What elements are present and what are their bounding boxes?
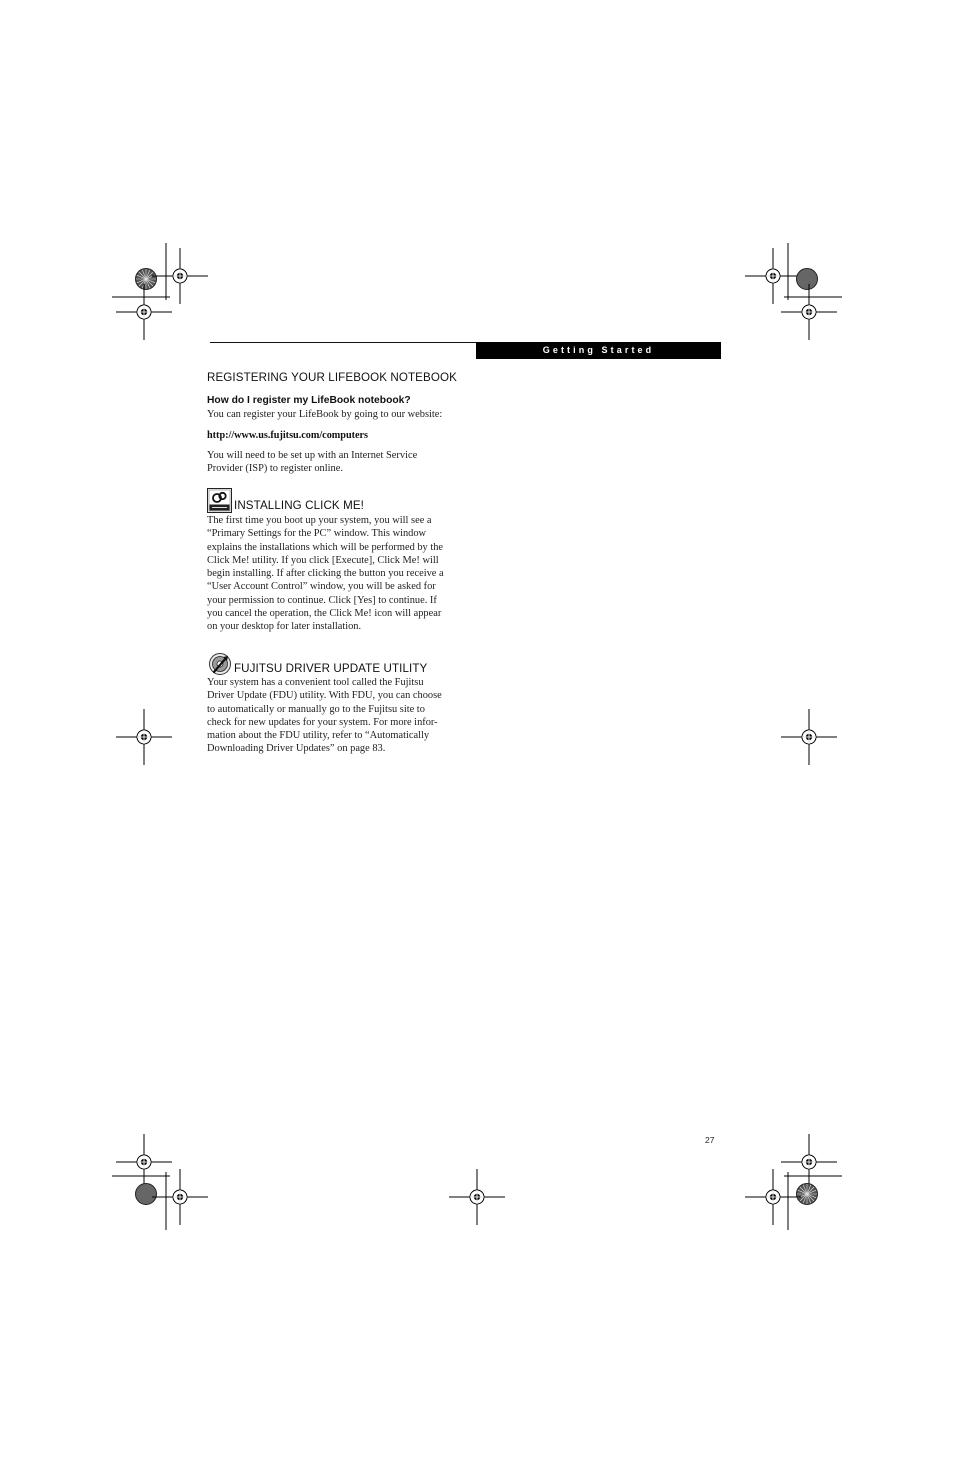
isp-paragraph [207, 449, 455, 476]
section-heading-registering: REGISTERING YOUR LIFEBOOK NOTEBOOK [207, 371, 457, 384]
fujitsu-website-url: http://www.us.fujitsu.com/computers [207, 430, 369, 441]
paragraph-line: Driver Update (FDU) utility. With FDU, you can choose [207, 690, 442, 702]
click-me-paragraph [207, 514, 455, 634]
register-intro: You can register your LifeBook by going to our website: [207, 409, 443, 420]
paragraph-line: You will need to be set up with an Internet Service [207, 450, 418, 461]
click-me-icon [207, 488, 232, 513]
paragraph-line: to automatically or manually go to the Fujitsu site to [207, 703, 425, 715]
paragraph-line: Click Me! utility. If you click [Execute], Click Me! will [207, 554, 439, 566]
paragraph-line: The first time you boot up your system, you will see a [207, 515, 432, 526]
paragraph-line: “Primary Settings for the PC” window. This window [207, 528, 427, 540]
paragraph-line: “User Account Control” window, you will be asked for [207, 581, 436, 593]
running-header: Getting Started [476, 342, 721, 359]
paragraph-line: on your desktop for later installation. [207, 621, 362, 633]
paragraph-line: begin installing. If after clicking the button you receive a [207, 568, 444, 580]
page-number: 27 [705, 1135, 715, 1145]
paragraph-line: Provider (ISP) to register online. [207, 463, 343, 475]
section-heading-fdu: FUJITSU DRIVER UPDATE UTILITY [234, 662, 428, 675]
paragraph-line: your permission to continue. Click [Yes] to continue. If [207, 594, 437, 606]
paragraph-line: mation about the FDU utility, refer to “Automatically [207, 730, 430, 742]
paragraph-line: check for new updates for your system. For more infor- [207, 716, 438, 728]
fdu-paragraph [207, 676, 455, 756]
paragraph-line: Your system has a convenient tool called the Fujitsu [207, 677, 424, 688]
driver-update-icon [208, 652, 232, 676]
section-heading-click-me: INSTALLING CLICK ME! [234, 499, 364, 512]
question-register: How do I register my LifeBook notebook? [207, 395, 411, 406]
paragraph-line: Downloading Driver Updates” on page 83. [207, 743, 386, 755]
paragraph-line: you cancel the operation, the Click Me! icon will appear [207, 608, 442, 620]
paragraph-line: explains the installations which will be performed by the [207, 541, 444, 553]
